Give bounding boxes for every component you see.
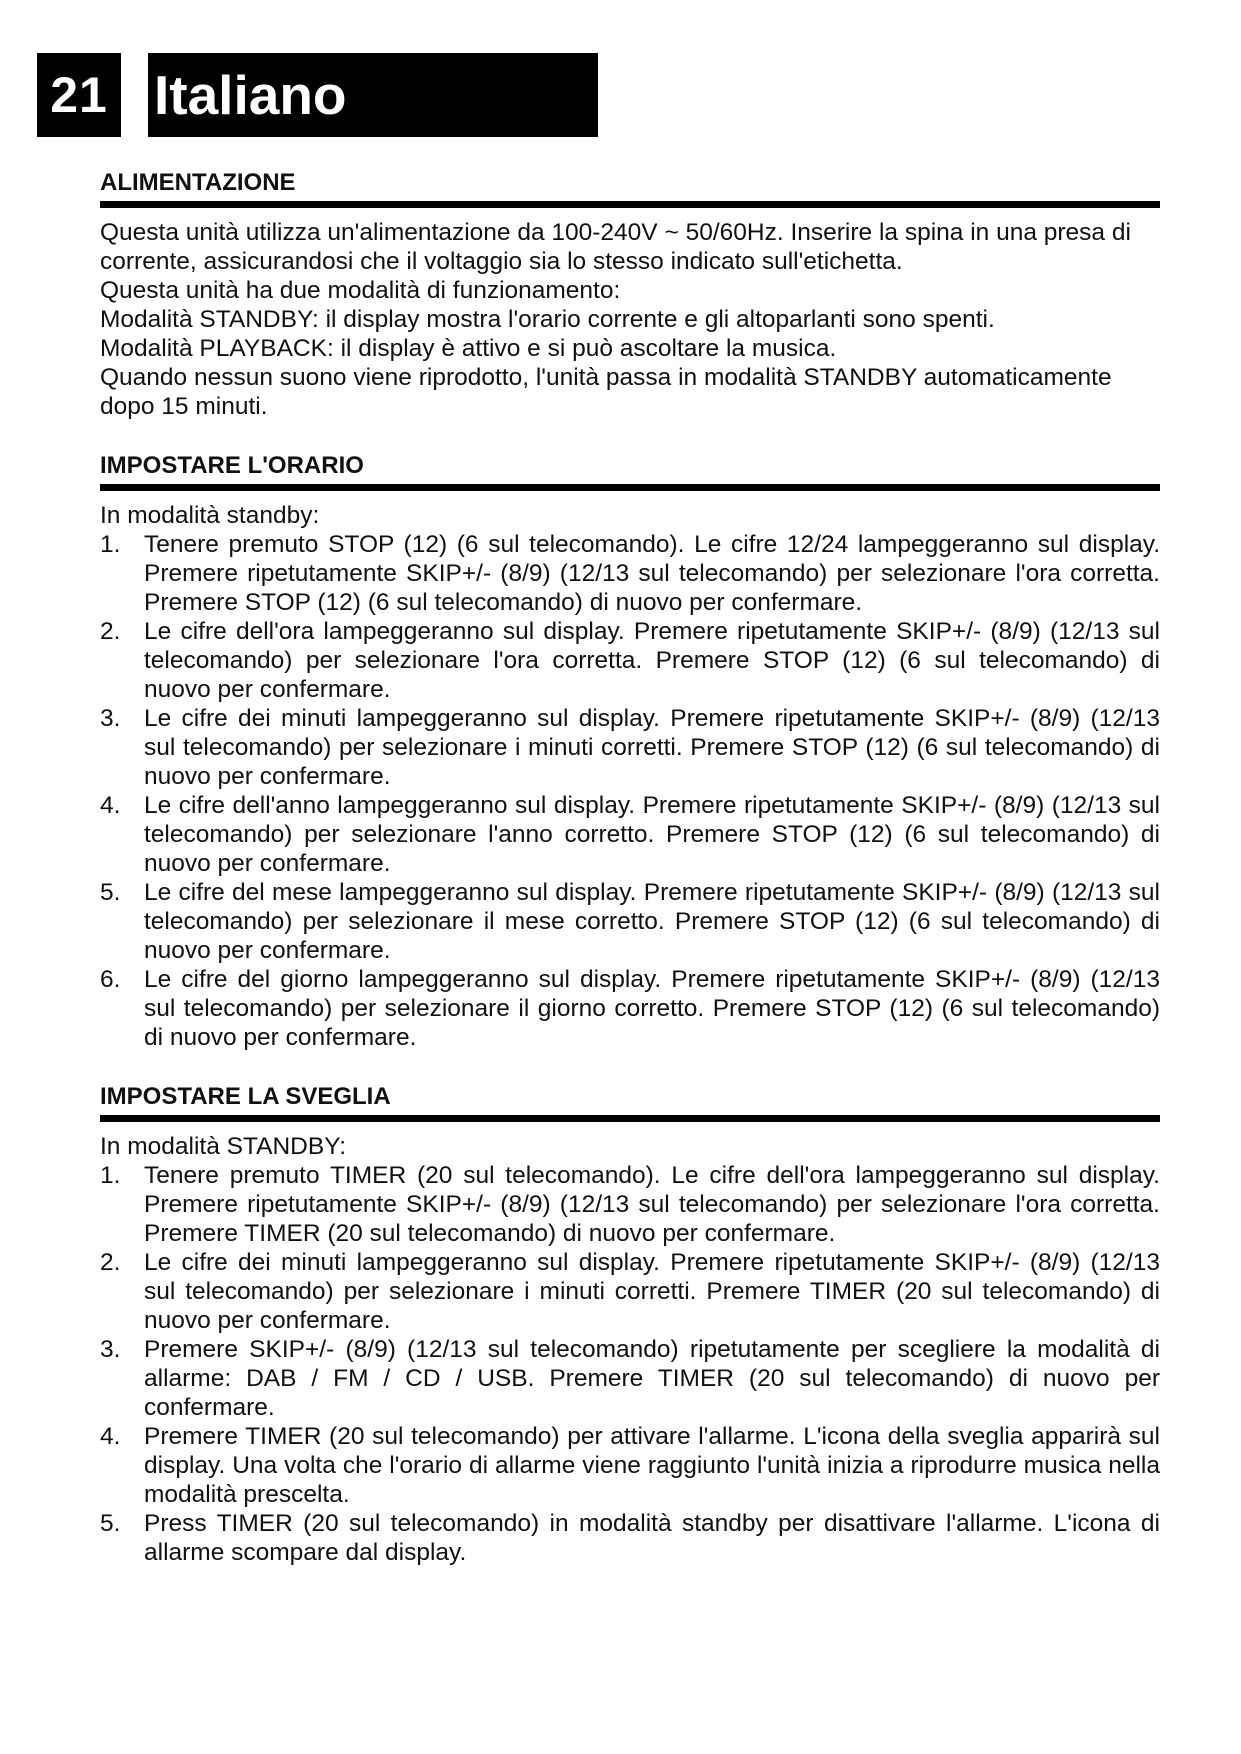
step-number: 2. [100, 618, 121, 645]
list-item [100, 530, 1160, 617]
page-number: 21 [37, 53, 121, 137]
step-number: 3. [100, 705, 121, 732]
list-item [100, 704, 1160, 791]
paragraph: Questa unità utilizza un'alimentazione da 100-240V ~ 50/60Hz. Inserire la spina in una presa di corrente, assicurandosi che il voltaggio sia lo stesso indicato sull'etichetta. [100, 219, 1131, 275]
paragraph: Questa unità ha due modalità di funzionamento: [100, 277, 621, 304]
list-item [100, 1422, 1160, 1509]
list-item [100, 965, 1160, 1052]
step-number: 6. [100, 966, 121, 993]
page-content [100, 168, 1160, 1597]
section-alarm [100, 1082, 1160, 1567]
paragraph: Modalità STANDBY: il display mostra l'orario corrente e gli altoparlanti sono spenti. [100, 306, 995, 333]
steps-list [100, 1161, 1160, 1567]
paragraph: Modalità PLAYBACK: il display è attivo e si può ascoltare la musica. [100, 335, 837, 362]
list-item [100, 791, 1160, 878]
step-number: 1. [100, 1162, 121, 1189]
section-clock [100, 451, 1160, 1052]
section-heading: IMPOSTARE L'ORARIO [100, 451, 1160, 491]
step-number: 4. [100, 1423, 121, 1450]
step-text: Le cifre dei minuti lampeggeranno sul display. Premere ripetutamente SKIP+/- (8/9) (12/13 sul telecomando) per selezionare i minuti corretti. Premere STOP (12) (6 sul telecomando) di nuovo per confermare. [144, 705, 1160, 790]
step-number: 3. [100, 1336, 121, 1363]
step-text: Le cifre dell'anno lampeggeranno sul display. Premere ripetutamente SKIP+/- (8/9) (12/13 sul telecomando) per selezionare l'anno corretto. Premere STOP (12) (6 sul telecomando) di nuovo per confermare. [144, 792, 1160, 877]
step-number: 5. [100, 1510, 121, 1537]
step-text: Tenere premuto TIMER (20 sul telecomando). Le cifre dell'ora lampeggeranno sul display. Premere ripetutamente SKIP+/- (8/9) (12/13 sul telecomando) per selezionare l'ora corretta. Premere TIMER (20 sul telecomando) di nuovo per confermare. [144, 1162, 1160, 1247]
list-item [100, 617, 1160, 704]
step-text: Tenere premuto STOP (12) (6 sul telecomando). Le cifre 12/24 lampeggeranno sul display. Premere ripetutamente SKIP+/- (8/9) (12/13 sul telecomando) per selezionare l'ora corretta. Premere STOP (12) (6 sul telecomando) di nuovo per confermare. [144, 531, 1160, 616]
list-item [100, 1248, 1160, 1335]
step-text: Le cifre del mese lampeggeranno sul display. Premere ripetutamente SKIP+/- (8/9) (12/13 sul telecomando) per selezionare il mese corretto. Premere STOP (12) (6 sul telecomando) di nuovo per confermare. [144, 879, 1160, 964]
list-item [100, 878, 1160, 965]
section-intro: In modalità STANDBY: [100, 1133, 347, 1160]
step-number: 2. [100, 1249, 121, 1276]
section-intro: In modalità standby: [100, 502, 320, 529]
section-heading: ALIMENTAZIONE [100, 168, 1160, 208]
step-text: Premere TIMER (20 sul telecomando) per attivare l'allarme. L'icona della sveglia apparirà sul display. Una volta che l'orario di allarme viene raggiunto l'unità inizia a riprodurre musica nella modalità prescelta. [144, 1423, 1160, 1508]
step-number: 1. [100, 531, 121, 558]
step-text: Le cifre del giorno lampeggeranno sul display. Premere ripetutamente SKIP+/- (8/9) (12/13 sul telecomando) per selezionare il giorno corretto. Premere STOP (12) (6 sul telecomando) di nuovo per confermare. [144, 966, 1160, 1051]
list-item [100, 1161, 1160, 1248]
step-text: Le cifre dell'ora lampeggeranno sul display. Premere ripetutamente SKIP+/- (8/9) (12/13 sul telecomando) per selezionare l'ora corretta. Premere STOP (12) (6 sul telecomando) di nuovo per confermare. [144, 618, 1160, 703]
page-title: Italiano [148, 53, 598, 137]
step-number: 5. [100, 879, 121, 906]
section-power [100, 168, 1160, 421]
step-text: Premere SKIP+/- (8/9) (12/13 sul telecomando) ripetutamente per scegliere la modalità di allarme: DAB / FM / CD / USB. Premere TIMER (20 sul telecomando) di nuovo per confermare. [144, 1336, 1160, 1421]
paragraph: Quando nessun suono viene riprodotto, l'unità passa in modalità STANDBY automaticamente dopo 15 minuti. [100, 364, 1112, 420]
step-text: Le cifre dei minuti lampeggeranno sul display. Premere ripetutamente SKIP+/- (8/9) (12/13 sul telecomando) per selezionare i minuti corretti. Premere TIMER (20 sul telecomando) di nuovo per confermare. [144, 1249, 1160, 1334]
list-item [100, 1335, 1160, 1422]
step-number: 4. [100, 792, 121, 819]
step-text: Press TIMER (20 sul telecomando) in modalità standby per disattivare l'allarme. L'icona di allarme scompare dal display. [144, 1510, 1160, 1566]
steps-list [100, 530, 1160, 1052]
list-item [100, 1509, 1160, 1567]
section-heading: IMPOSTARE LA SVEGLIA [100, 1082, 1160, 1122]
